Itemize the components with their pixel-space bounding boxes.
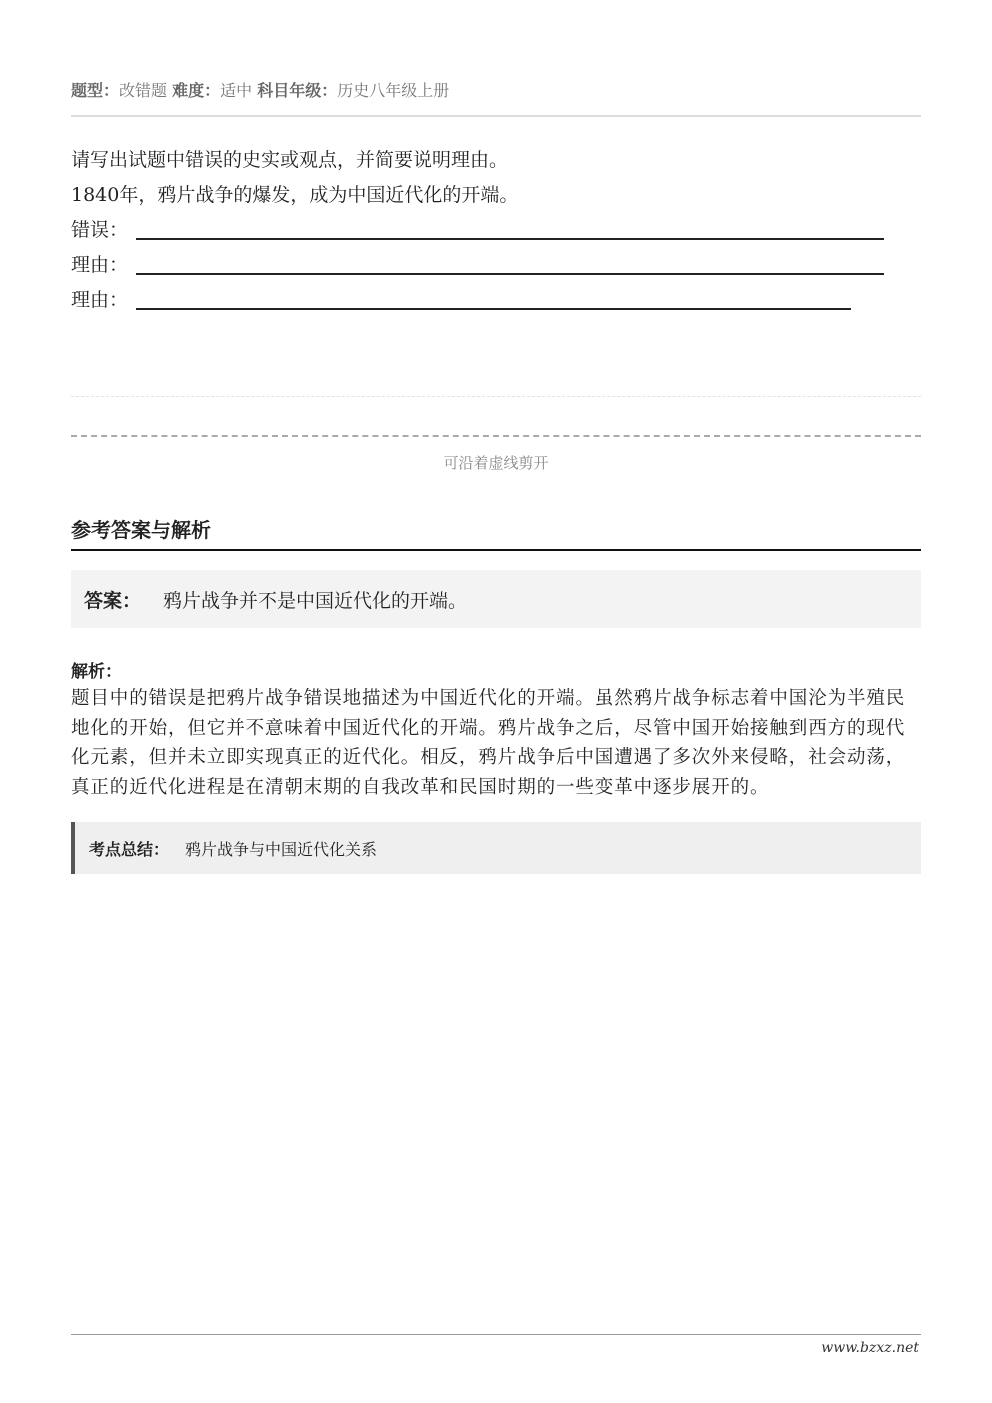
cut-line (71, 435, 921, 437)
subject-label: 科目年级： (257, 81, 338, 100)
section-title: 参考答案与解析 (71, 518, 211, 542)
question (71, 143, 884, 318)
analysis-text: 题目中的错误是把鸦片战争错误地描述为中国近代化的开端。虽然鸦片战争标志着中国沦为半殖民地化的开始，但它并不意味着中国近代化的开端。鸦片战争之后，尽管中国开始接触到西方的现代化元素，但并未立即实现真正的近代化。相反，鸦片战争后中国遭遇了多次外来侵略，社会动荡，真正的近代化进程是在清朝末期的自我改革和民国时期的一些变革中逐步展开的。 (71, 688, 906, 798)
footer-url: www.bzxz.net (821, 1340, 919, 1356)
answer-line[interactable] (136, 273, 884, 275)
answer-line[interactable] (136, 238, 884, 240)
summary-label: 考点总结： (89, 839, 170, 859)
question-meta (71, 78, 449, 101)
answer-label: 答案： (84, 589, 142, 612)
cut-line (71, 396, 921, 397)
answer-box (71, 570, 921, 628)
type-value: 改错题 (119, 81, 168, 100)
blank-reason[interactable] (71, 248, 884, 283)
blank-label: 理由： (71, 289, 129, 311)
summary-text: 鸦片战争与中国近代化关系 (185, 839, 378, 859)
blank-error[interactable] (71, 213, 884, 248)
type-label: 题型： (71, 81, 120, 100)
difficulty-label: 难度： (172, 81, 221, 100)
cut-hint: 可沿着虚线剪开 (443, 454, 549, 472)
subject-value: 历史八年级上册 (337, 81, 450, 100)
answer-text: 鸦片战争并不是中国近代化的开端。 (163, 589, 468, 612)
footer-divider (71, 1334, 921, 1335)
divider (71, 115, 921, 117)
question-instruction: 请写出试题中错误的史实或观点，并简要说明理由。 (71, 149, 509, 171)
blank-label: 理由： (71, 254, 129, 276)
blank-label: 错误： (71, 219, 129, 241)
question-statement: 1840年，鸦片战争的爆发，成为中国近代化的开端。 (71, 184, 519, 206)
summary-box (71, 822, 921, 874)
blank-reason[interactable] (71, 283, 884, 318)
analysis-label: 解析： (71, 662, 122, 682)
answer-line[interactable] (136, 308, 851, 310)
difficulty-value: 适中 (220, 81, 253, 100)
divider (71, 549, 921, 551)
